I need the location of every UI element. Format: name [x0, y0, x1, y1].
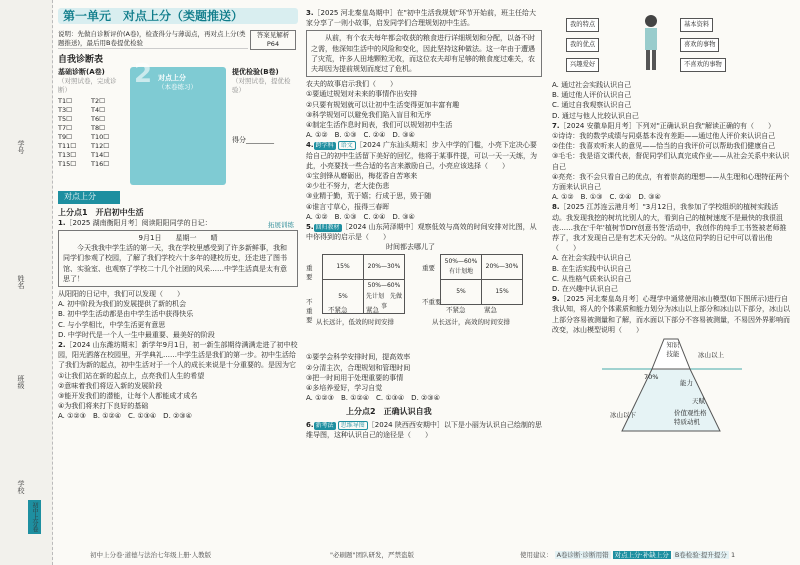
- right-cell-3: 5%: [441, 280, 482, 305]
- side-note: 拓展训练: [268, 221, 294, 229]
- q3-item-1: ①要通过规划对未来的事情作出安排: [306, 90, 418, 99]
- page-ref: P64: [266, 40, 280, 49]
- t-item[interactable]: T13☐: [58, 151, 77, 160]
- q6-option-a[interactable]: A. 通过社会实践认识自己: [552, 81, 632, 89]
- right-x-left: 不紧急: [446, 306, 466, 315]
- q8-option-d[interactable]: D. 在兴趣中认识自己: [552, 285, 618, 294]
- q2-item-1: ①让我们站在新的起点上，点亮我们人生的希望: [58, 371, 205, 380]
- q6-option-d[interactable]: D. 通过与他人比较认识自己: [552, 111, 639, 120]
- right-caption: 从长远计，高效的时间安排: [432, 318, 510, 327]
- q1-stem: 1.［2025 湖南衡阳月考］阅读阳阳同学的日记：: [58, 218, 212, 227]
- q1-question: 从阳阳的日记中，我们可以发现（ ）: [58, 290, 184, 299]
- q5-item-4: ④多培养爱好，学习自觉: [306, 384, 383, 393]
- q5-item-1: ①要学会科学安排时间，提高效率: [306, 353, 411, 362]
- left-cell-1: 15%: [323, 255, 364, 280]
- right-cell-1: 50%—60% 有计划地: [441, 255, 482, 280]
- t-item[interactable]: T12☐: [91, 142, 110, 151]
- q4-tag-2: 语文: [338, 141, 356, 150]
- footer-step-3: B卷检验·提升提分: [674, 551, 727, 559]
- mind-right-2: 喜欢的事物: [680, 38, 719, 52]
- q1-option-b[interactable]: B. 初中学生活动都是由中学生活中获得快乐: [58, 310, 194, 319]
- left-y-bot: 不重要: [306, 298, 313, 325]
- t-item[interactable]: T9☐: [58, 133, 72, 142]
- page-number: 1: [730, 551, 736, 559]
- q5-item-3: ③把一时间用于处理重要的事情: [306, 373, 404, 382]
- q8-option-b[interactable]: B. 在生活实践中认识自己: [552, 264, 632, 273]
- study-id-label: 学号: [17, 140, 25, 154]
- q4-item-3: ③业精于勤，荒于嬉；行成于思，毁于随: [306, 192, 432, 201]
- score-line: 得分________: [232, 136, 274, 145]
- grade-badge: 初中上分卷: [28, 500, 41, 534]
- q5-stem: 5. 回归教材 ［2024 山东菏泽期中］观察低效与高效的时间安排对比图，从中你得到的启示是（ ）: [306, 223, 537, 242]
- school-label: 学校: [17, 480, 25, 494]
- iceberg-pct: 70%: [644, 373, 659, 382]
- left-cell-3: 5%: [323, 280, 364, 314]
- right-y-top: 重要: [422, 264, 435, 273]
- q2-item-2: ②意味着我们将迈入新的发展阶段: [58, 381, 163, 390]
- mind-right-1: 基本资料: [680, 18, 713, 32]
- q6-tag-2: 思维导图: [338, 421, 368, 430]
- iceberg-diagram: [552, 335, 792, 435]
- t-item[interactable]: T5☐: [58, 115, 72, 124]
- column-1: [58, 8, 298, 535]
- right-cell-4: 15%: [482, 280, 523, 305]
- iceberg-top-label: 知识技能: [666, 341, 680, 359]
- unit-title: 第一单元 对点上分（类题推送）: [58, 8, 298, 24]
- q5-item-2: ②分清主次，合理规划和管理时间: [306, 363, 411, 372]
- left-cell-2: 20%—30%: [364, 255, 405, 280]
- iceberg-below-label: 冰山以下: [610, 411, 636, 420]
- diagnosis-c: [232, 67, 296, 145]
- q8-stem: 8.［2025 江苏连云港月考］"3月12日，我参加了学校组织的植树实践活动。我发现我挖的树坑比别人的大，看到自己的植树速度不是最快的我很沮丧……我在'千年'植树节DIY创意书签'活动中，我创作的纯手工书签被老师推荐了，我才发现自己是有艺术天分的。"从这位同学的日记中可以看出他（ ）: [552, 203, 787, 253]
- q7-item-4: ④亮亮：我不会只看自己的优点，有着崇高的理想——从生理和心理特征两个方面来认识自己: [552, 172, 790, 192]
- q7-choices[interactable]: A. ①② B. ①③ C. ②④ D. ③④: [552, 193, 661, 202]
- girl-figure-icon: [636, 12, 666, 74]
- mind-left-2: 我的优点: [566, 38, 599, 52]
- t-item[interactable]: T15☐: [58, 160, 77, 169]
- q1-option-d[interactable]: D. 中学时代是一个人一生中最重要、最美好的阶段: [58, 330, 215, 339]
- iceberg-deep: 价值观性格特质动机: [674, 409, 707, 427]
- q6-tag-1: 新考法: [315, 421, 334, 429]
- a-label: 基础诊断(A卷): [58, 68, 105, 77]
- q1-option-a[interactable]: A. 初中阶段为我们的发展提供了新的机会: [58, 300, 187, 309]
- t-item[interactable]: T14☐: [91, 151, 110, 160]
- q5-tag: 回归教材: [315, 224, 340, 232]
- point1-title: 上分点1 开启初中生活: [58, 207, 144, 217]
- q2-item-4: ④为我们将来打下良好的基础: [58, 402, 149, 411]
- b-number: 2: [134, 59, 153, 90]
- c-sub: （对照试卷，提优检验）: [232, 77, 291, 95]
- intro-text: 说明：先做自诊断评价(A卷)，检查得分与薄弱点，再对点上分(类题推送)，最后用B卷提优检验: [58, 30, 248, 49]
- qr-label: 答案见解析: [256, 31, 290, 40]
- iceberg-talent: 天赋: [692, 397, 705, 406]
- section1-banner: 对点上分: [58, 191, 120, 203]
- q8-option-a[interactable]: A. 在社会实践中认识自己: [552, 254, 632, 263]
- q7-item-1: ①诗诗：我的数学成绩与同桌基本没有差距——通过他人评价来认识自己: [552, 132, 776, 141]
- footer-step-2: 对点上分·补缺上分: [614, 551, 669, 559]
- q7-item-3: ③毛毛：我是语文课代表，督促同学们认真完成作业——从社会关系中来认识自己: [552, 152, 790, 171]
- t-checklist: [58, 97, 124, 169]
- iceberg-above-label: 冰山以上: [698, 351, 724, 360]
- footer-left: 初中上分卷·道德与法治七年级上册·人教版: [90, 551, 212, 559]
- b-label: 对点上分: [158, 74, 186, 83]
- q1-diary-head: 9月1日 星期一 晴: [138, 234, 218, 243]
- name-label: 姓名: [17, 275, 25, 289]
- q2-item-3: ③能开发我们的潜能，让每个人都能成才成名: [58, 392, 198, 401]
- q1-diary-text: 今天我我中学生活的第一天，我在学校里感受到了许多新鲜事，我和同学们参观了校园，了解了我们学校六十多年的建校历史，还走进了图书馆、实验室、也观察了学校二十几个社团的风采……中学生活真是太有意思了！: [63, 244, 287, 283]
- point2-title: 上分点2 正确认识自我: [346, 407, 432, 417]
- binding-strip: [0, 0, 53, 565]
- b-sub: （本卷练习）: [158, 83, 197, 92]
- right-matrix: [440, 254, 523, 305]
- diagnosis-a: [58, 67, 124, 169]
- mind-left-3: 兴趣爱好: [566, 58, 599, 72]
- q4-tag-1: 跨学科: [315, 142, 334, 150]
- q6-mindmap: [552, 8, 792, 80]
- q6-option-b[interactable]: B. 通过他人评价认识自己: [552, 91, 632, 100]
- right-cell-2: 20%—30%: [482, 255, 523, 280]
- footer-steps: [520, 550, 735, 559]
- iceberg-ability: 能力: [680, 379, 693, 388]
- t-item[interactable]: T4☐: [91, 106, 105, 115]
- t-item[interactable]: T3☐: [58, 106, 72, 115]
- q3-stem: 3.［2025 河北秦皇岛期中］在"初中生活我规划"环节开始前，班主任给大家分享了一则小故事，启发同学们合理规划初中生活。: [306, 9, 537, 28]
- footer-right-label: 使用建议：: [520, 551, 553, 559]
- diagnosis-b: [130, 59, 226, 185]
- q7-stem: 7.［2024 安徽阜阳月考］下列对"正确认识自我"解读正确的有（ ）: [552, 121, 776, 130]
- a-sub: （对照试卷，完成诊断）: [58, 77, 117, 95]
- q3-item-2: ②只要有规划就可以让初中生活变得更加丰富有趣: [306, 100, 460, 109]
- t-item[interactable]: T8☐: [91, 124, 105, 133]
- q6-stem: 6. 新考法 思维导图 ［2024 陕西西安期中］以下是小丽为认识自己绘制的思维导图，这种认识自己的途径是（ ）: [306, 420, 542, 439]
- q4-item-1: ①宝剑锋从磨砺出，梅花香自苦寒来: [306, 172, 418, 181]
- score-label: 得分: [232, 136, 246, 145]
- q3-item-4: ④制定生活作息时间表，我们可以规划初中生活: [306, 121, 453, 130]
- chart-title: 时间都去哪儿了: [386, 243, 435, 252]
- q4-choices[interactable]: A. ①② B. ①③ C. ②④ D. ③④: [306, 212, 415, 221]
- q8-option-c[interactable]: C. 从性格气质来认识自己: [552, 274, 632, 283]
- q6-option-c[interactable]: C. 通过自我观察认识自己: [552, 101, 632, 110]
- q3-item-3: ③科学规划可以避免我们陷入盲目和无序: [306, 110, 432, 119]
- class-label: 班级: [17, 375, 25, 389]
- q2-choices[interactable]: A. ①②③ B. ①②④ C. ①③④ D. ②③④: [58, 412, 192, 421]
- q3-question: 农夫的故事启示我们（ ）: [306, 80, 397, 89]
- left-caption: 从长远计，低效的时间安排: [316, 318, 394, 327]
- q9-stem: 9.［2025 河北秦皇岛月考］心理学中通常使用冰山模型(如下图所示)进行自我认知，将人的个体素质和能力划分为冰山以上部分和冰山以下部分，冰山以上部分容易被测量和了解，而水面以下部分不容易被测量，不易因外界影响而改变，冰山模型说明（ ）: [552, 295, 790, 334]
- column-2: [306, 8, 542, 535]
- c-label: 提优检验(B卷): [232, 68, 279, 77]
- q4-stem: 4. 跨学科 语文 ［2024 广东汕头期末］步入中学的门槛，小亮下定决心要给自己的初中生活留下美好的回忆，他将于某事件提，可以一天一天练，为此，小亮要找一些合适的名言来激励自己，小亮应该选择（ ）: [306, 141, 537, 170]
- mind-left-1: 我的特点: [566, 18, 599, 32]
- column-3: [552, 8, 792, 535]
- q1-option-c[interactable]: C. 与小学相比，中学生活更有意思: [58, 320, 166, 329]
- time-chart: [306, 242, 542, 352]
- t-item[interactable]: T1☐: [58, 97, 72, 106]
- answer-qr-label: [250, 30, 296, 50]
- left-cell-4: 50%—60% 先计划 先做事: [364, 280, 405, 314]
- footer-step-1: A卷诊断·诊断用错: [556, 551, 609, 559]
- left-y-top: 重要: [306, 264, 313, 282]
- t-item[interactable]: T11☐: [58, 142, 77, 151]
- q5-choices[interactable]: A. ①②③ B. ①②④ C. ①③④ D. ②③④: [306, 394, 440, 403]
- q3-story: 从前，有个农夫每年都会收获的粮食进行详细规划和分配，以备不时之需，他深知生活中的风险和变化，因此坚持这种做法。这一年由于遭遇了灾荒，许多人田地颗粒无收，而这位农夫却有足够的粮食度过难关，农夫却因为提前规划而度过了危机。: [306, 30, 542, 77]
- q4-item-2: ②少壮不努力，老大徒伤悲: [306, 182, 390, 191]
- t-item[interactable]: T2☐: [91, 97, 105, 106]
- diagnosis-title: 自我诊断表: [58, 55, 104, 66]
- t-item[interactable]: T16☐: [91, 160, 110, 169]
- q7-item-2: ②佳佳：我喜欢听来人的意见——恰当的自我评价可以帮助我们健康自己: [552, 142, 776, 151]
- left-x-right: 紧急: [366, 306, 379, 315]
- left-x-left: 不紧急: [328, 306, 348, 315]
- q4-item-4: ④谁言寸草心，报得三春晖: [306, 202, 390, 211]
- q3-choices[interactable]: A. ①② B. ①③ C. ②④ D. ③④: [306, 131, 415, 140]
- t-item[interactable]: T7☐: [58, 124, 72, 133]
- t-item[interactable]: T6☐: [91, 115, 105, 124]
- right-x-right: 紧急: [484, 306, 497, 315]
- right-y-bot: 不重要: [422, 298, 442, 307]
- footer-mid: "必刷题"团队研发，严禁盗版: [330, 551, 414, 559]
- q2-stem: 2.［2024 山东潍坊期末］新学年9月1日，初一新生部期待满满走进了初中校园，阳光洒落在校园里，开学典礼……中学生活是我们的第一步。初中生活给了我们为新的起点，初中生活对于一个人的成长来说是十分重要的。是因为它: [58, 341, 298, 370]
- q1-diary-box: [58, 230, 298, 287]
- t-item[interactable]: T10☐: [91, 133, 110, 142]
- mind-right-3: 不喜欢的事物: [680, 58, 726, 72]
